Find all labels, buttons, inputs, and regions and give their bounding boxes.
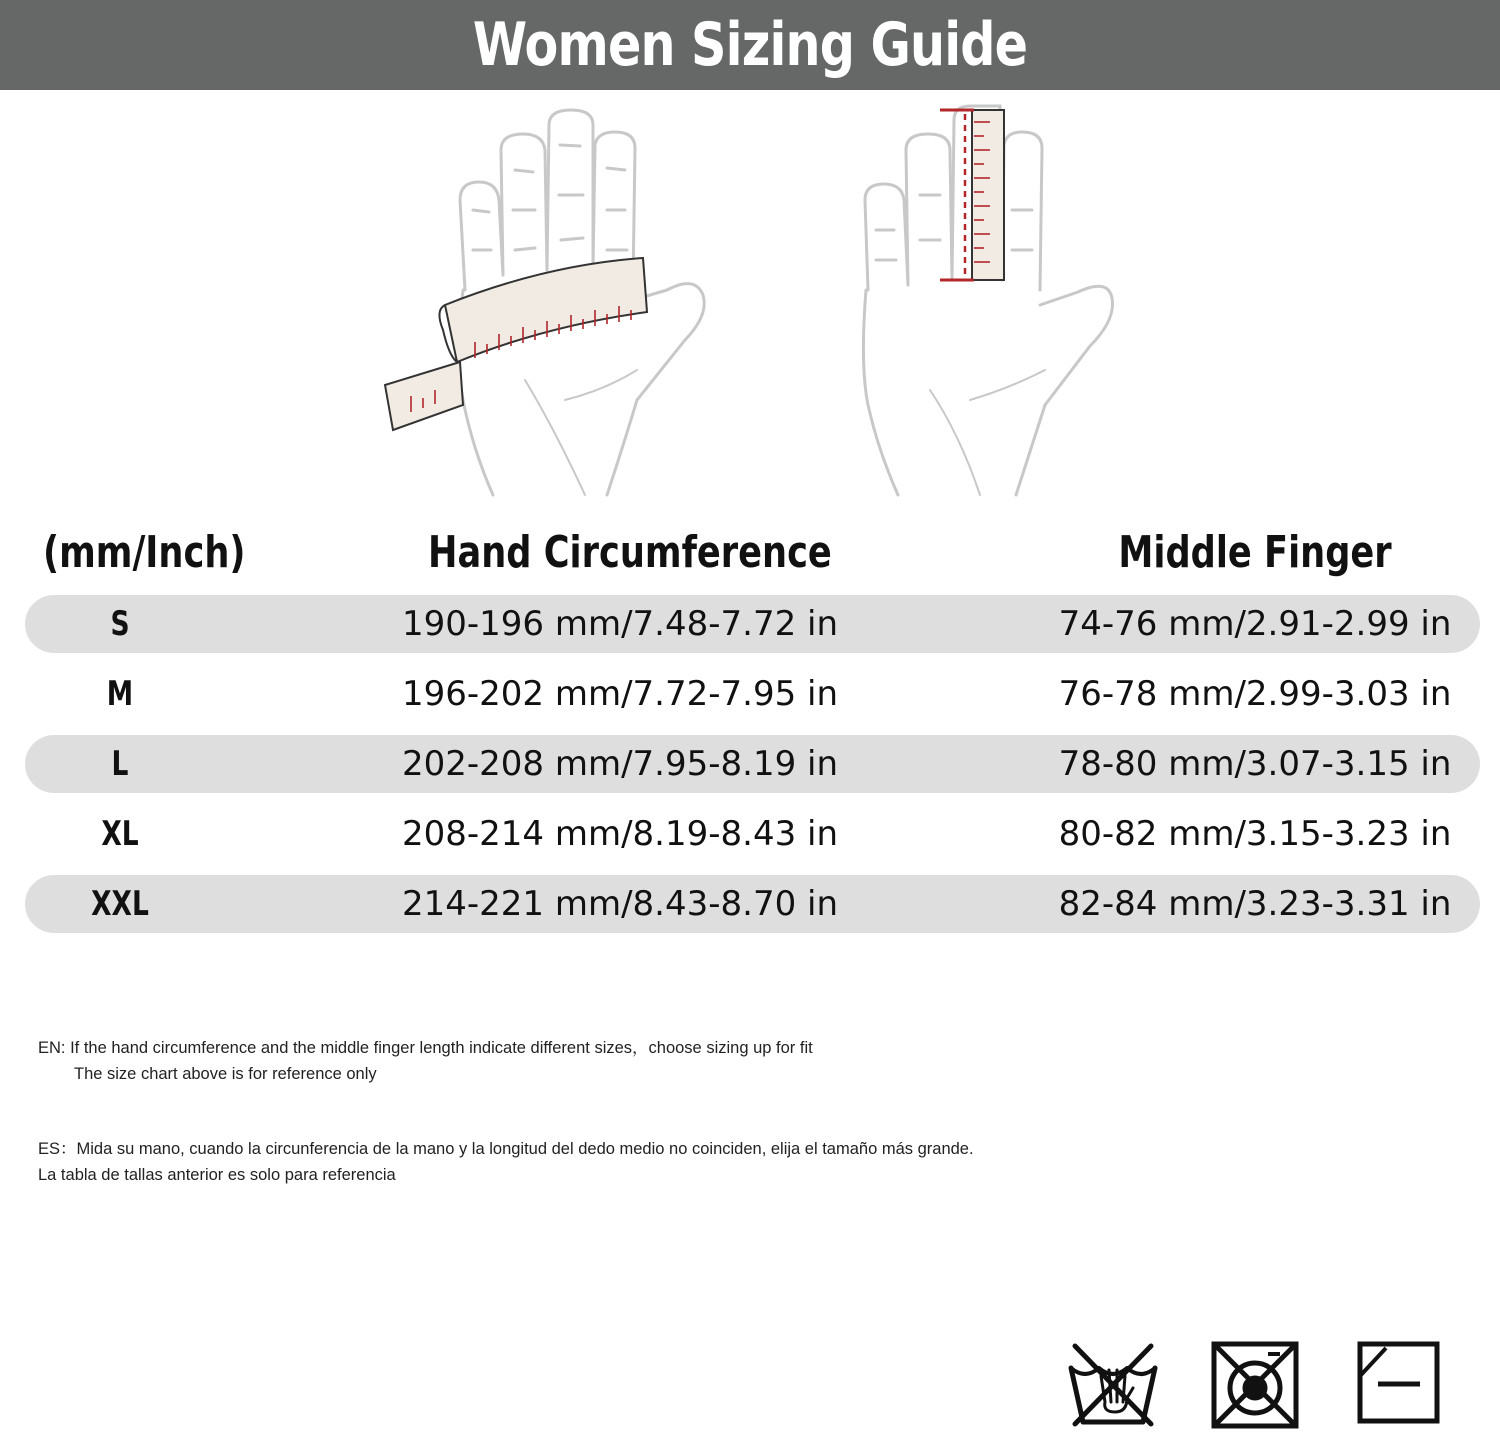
note-english <box>38 1035 813 1087</box>
dry-flat-in-shade-icon <box>1356 1340 1441 1425</box>
note-english-line1: EN: If the hand circumference and the middle finger length indicate different sizes，choose sizing up for fit <box>38 1039 813 1057</box>
middle-finger-value: 80-82 mm/3.15-3.23 in <box>1058 814 1452 854</box>
note-spanish-line2: La tabla de tallas anterior es solo para referencia <box>38 1166 396 1184</box>
title-banner <box>0 0 1500 90</box>
table-row <box>25 875 1480 933</box>
hand-circumference-value: 196-202 mm/7.72-7.95 in <box>401 674 839 714</box>
table-row <box>25 665 1480 723</box>
do-not-hand-wash-icon <box>1065 1340 1160 1428</box>
size-label: XL <box>101 814 139 854</box>
middle-finger-value: 78-80 mm/3.07-3.15 in <box>1058 744 1452 784</box>
size-label: L <box>111 744 129 784</box>
hand-circumference-value: 214-221 mm/8.43-8.70 in <box>401 884 839 924</box>
hand-circumference-value: 190-196 mm/7.48-7.72 in <box>401 604 839 644</box>
hand-circumference-illustration <box>375 100 720 500</box>
hand-circumference-value: 202-208 mm/7.95-8.19 in <box>401 744 839 784</box>
size-label: M <box>106 674 134 714</box>
middle-finger-illustration <box>850 100 1125 500</box>
middle-finger-value: 76-78 mm/2.99-3.03 in <box>1058 674 1452 714</box>
middle-finger-value: 82-84 mm/3.23-3.31 in <box>1058 884 1452 924</box>
hand-circumference-value: 208-214 mm/8.19-8.43 in <box>401 814 839 854</box>
note-spanish <box>38 1136 974 1188</box>
table-row <box>25 805 1480 863</box>
note-english-line2: The size chart above is for reference only <box>74 1065 377 1083</box>
unit-label: (mm/Inch) <box>43 527 246 578</box>
table-row <box>25 735 1480 793</box>
size-table <box>25 595 1480 945</box>
hand-circumference-header: Hand Circumference <box>428 527 832 578</box>
page-title: Women Sizing Guide <box>472 10 1028 80</box>
do-not-tumble-dry-icon <box>1210 1340 1300 1430</box>
note-spanish-line1: ES：Mida su mano, cuando la circunferencia de la mano y la longitud del dedo medio no coinciden, elija el tamaño más grande. <box>38 1140 974 1158</box>
middle-finger-value: 74-76 mm/2.91-2.99 in <box>1058 604 1452 644</box>
size-label: S <box>110 604 130 644</box>
middle-finger-header: Middle Finger <box>1118 527 1392 578</box>
size-label: XXL <box>91 884 149 924</box>
table-row <box>25 595 1480 653</box>
